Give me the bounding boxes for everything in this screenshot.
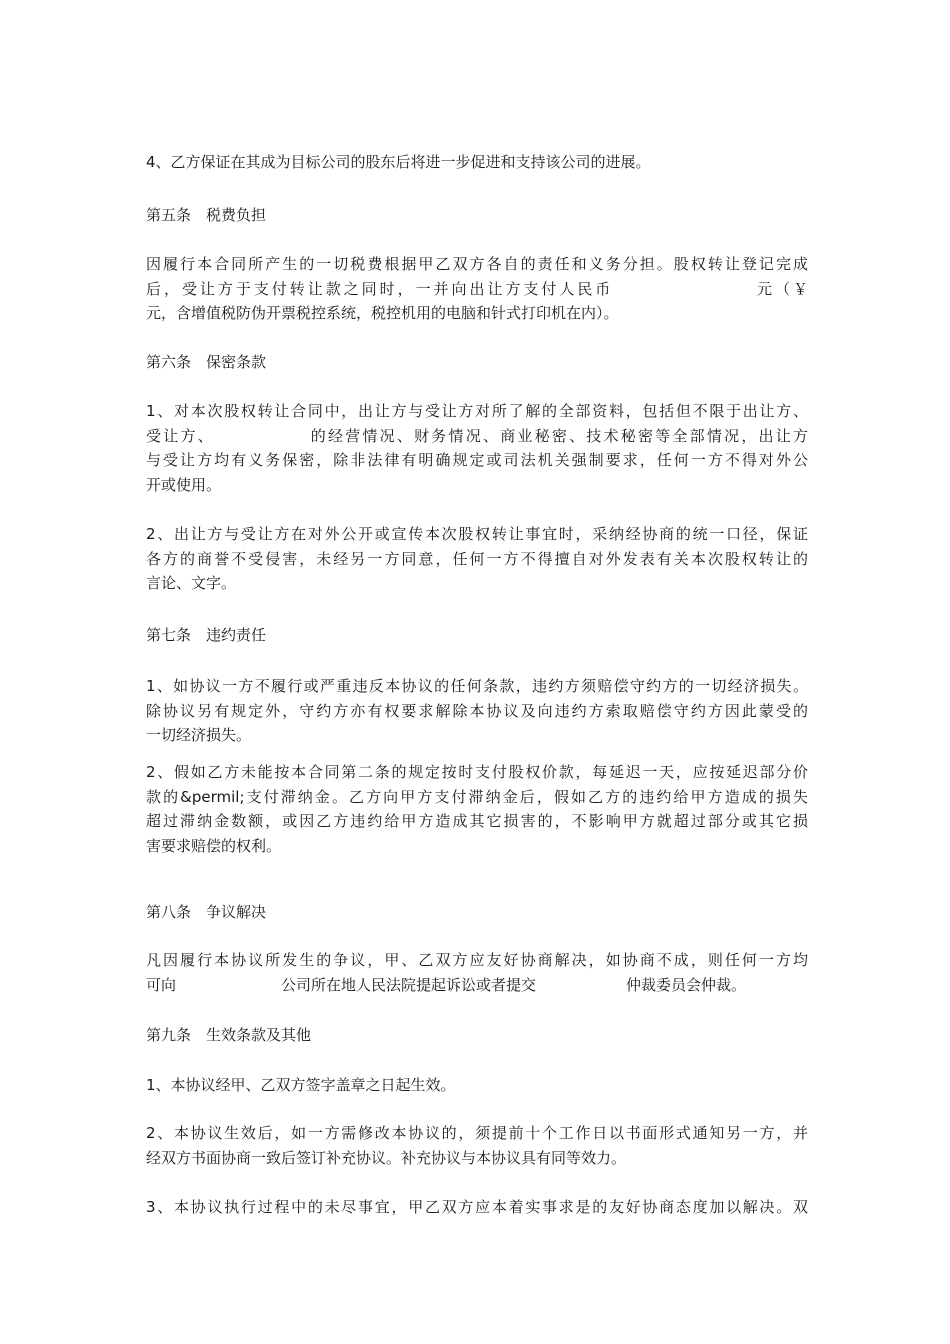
- heading-article-7: 第七条 违约责任: [146, 626, 267, 644]
- text-line: 可向 公司所在地人民法院提起诉讼或者提交 仲裁委员会仲裁。: [146, 975, 747, 994]
- paragraph-confidentiality-1: [146, 399, 808, 497]
- text-line: 3、本协议执行过程中的未尽事宜，甲乙双方应本着实事求是的友好协商态度加以解决。双: [146, 1198, 808, 1216]
- text-line: 1、如协议一方不履行或严重违反本协议的任何条款，违约方须赔偿守约方的一切经济损失。: [146, 677, 808, 695]
- text-line: 开或使用。: [146, 475, 222, 494]
- paragraph-effective-1: [146, 1073, 808, 1098]
- text-line: 元，含增值税防伪开票税控系统，税控机用的电脑和针式打印机在内）。: [146, 304, 619, 322]
- text-line: 2、假如乙方未能按本合同第二条的规定按时支付股权价款，每延迟一天，应按延迟部分价: [146, 763, 808, 781]
- heading-article-8: 第八条 争议解决: [146, 903, 267, 921]
- text-line: 4、乙方保证在其成为目标公司的股东后将进一步促进和支持该公司的进展。: [146, 153, 651, 171]
- text-line: 与受让方均有义务保密，除非法律有明确规定或司法机关强制要求，任何一方不得对外公: [146, 451, 808, 469]
- paragraph-effective-2: [146, 1121, 808, 1170]
- paragraph-liability-2: [146, 760, 808, 858]
- text-line: 言论、文字。: [146, 574, 237, 592]
- text-line: 一切经济损失。: [146, 726, 252, 744]
- heading-article-5: 第五条 税费负担: [146, 206, 267, 224]
- text-line: 各方的商誉不受侵害，未经另一方同意，任何一方不得擅自对外发表有关本次股权转让的: [146, 549, 808, 568]
- text-line: 因履行本合同所产生的一切税费根据甲乙双方各自的责任和义务分担。股权转让登记完成: [146, 255, 808, 273]
- text-line: 除协议另有规定外，守约方亦有权要求解除本协议及向违约方索取赔偿守约方因此蒙受的: [146, 701, 808, 720]
- paragraph-confidentiality-2: [146, 522, 808, 596]
- text-line: 款的&permil;支付滞纳金。乙方向甲方支付滞纳金后，假如乙方的违约给甲方造成的损失: [146, 787, 808, 806]
- text-line: 2、本协议生效后，如一方需修改本协议的，须提前十个工作日以书面形式通知另一方，并: [146, 1124, 808, 1142]
- text-line: 1、本协议经甲、乙双方签字盖章之日起生效。: [146, 1076, 456, 1094]
- text-line: 凡因履行本协议所发生的争议，甲、乙双方应友好协商解决，如协商不成，则任何一方均: [146, 951, 808, 969]
- paragraph-liability-1: [146, 674, 808, 748]
- text-line: 2、出让方与受让方在对外公开或宣传本次股权转让事宜时，采纳经协商的统一口径，保证: [146, 525, 808, 543]
- heading-article-6: 第六条 保密条款: [146, 353, 267, 371]
- text-line: 1、对本次股权转让合同中，出让方与受让方对所了解的全部资料，包括但不限于出让方、: [146, 402, 808, 420]
- text-line: 后，受让方于支付转让款之同时，一并向出让方支付人民币 元（￥: [146, 279, 808, 298]
- paragraph-article4-clause4: [146, 150, 808, 175]
- text-line: 害要求赔偿的权利。: [146, 836, 282, 855]
- heading-article-9: 第九条 生效条款及其他: [146, 1026, 312, 1044]
- text-line: 受让方、 的经营情况、财务情况、商业秘密、技术秘密等全部情况，出让方: [146, 426, 808, 445]
- text-line: 经双方书面协商一致后签订补充协议。补充协议与本协议具有同等效力。: [146, 1148, 627, 1167]
- paragraph-effective-3: [146, 1195, 808, 1220]
- text-line: 超过滞纳金数额，或因乙方违约给甲方造成其它损害的，不影响甲方就超过部分或其它损: [146, 812, 808, 830]
- paragraph-tax-burden: [146, 252, 808, 326]
- paragraph-dispute-resolution: [146, 948, 808, 997]
